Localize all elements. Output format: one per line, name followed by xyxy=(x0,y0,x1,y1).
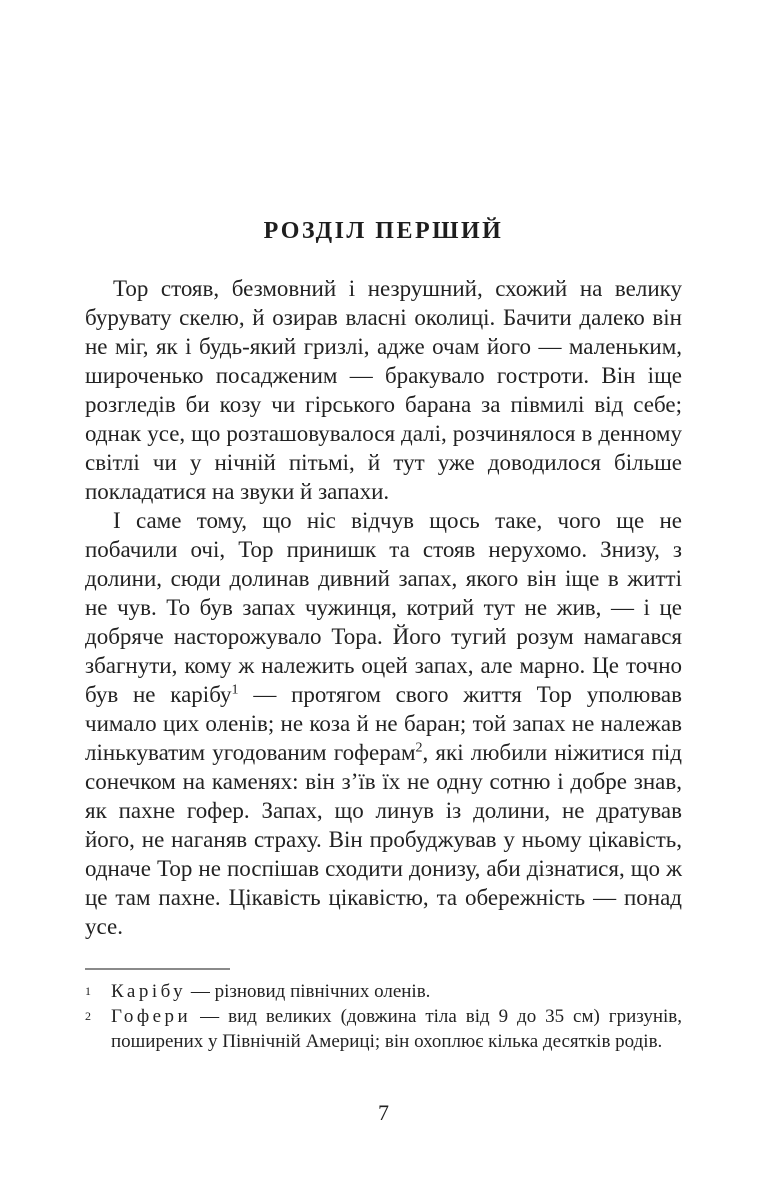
footnote-ref-1: 1 xyxy=(231,682,239,698)
paragraph-1-text: Тор стояв, безмовний і незрушний, схожий на велику бурувату скелю, й озирав власні околиці. Бачити далеко він не міг, як і будь-який гризлі, адже очам його — маленьким, широченько посадженим — бракувало гостроти. Він іще розгледів би козу чи гірського барана за півмилі від себе; однак усе, що розташовувалося далі, розчинялося в денному світлі чи у нічній пітьмі, й тут уже доводилося більше покладатися на звуки й запахи. xyxy=(85,276,682,504)
paragraph-2-text-b: — протягом свого життя Тор уполював чимало цих оленів; не коза й не баран; той запах не належав лінькуватим угодованим гоферам xyxy=(85,682,682,765)
footnote-separator xyxy=(85,968,230,970)
page-number: 7 xyxy=(378,1100,389,1125)
footnote-ref-2: 2 xyxy=(415,740,423,756)
footnote-2-body xyxy=(111,1004,682,1054)
footnote-1-term: Карібу xyxy=(111,981,187,1002)
chapter-body xyxy=(85,274,682,941)
chapter-title: РОЗДІЛ ПЕРШИЙ xyxy=(263,218,504,244)
footnote-2-marker: 2 xyxy=(85,1009,91,1023)
footnote-1-marker: 1 xyxy=(85,984,91,998)
footnote-item-1 xyxy=(85,979,682,1004)
paragraph-2 xyxy=(85,506,682,941)
footnotes-section xyxy=(85,968,682,1054)
paragraph-2-text-a: І саме тому, що ніс відчув щось таке, чого ще не побачили очі, Тор принишк та стояв нерухомо. Знизу, з долини, сюди долинав дивний запах, якого він іще в житті не чув. То був запах чужинця, котрий тут не жив, — і це добряче насторожувало Тора. Його тугий розум намагався збагнути, кому ж належить оцей запах, але марно. Це точно був не карібу xyxy=(85,508,682,707)
footnote-2-term: Гофери xyxy=(111,1006,192,1027)
paragraph-2-text-c: , які любили ніжитися під сонечком на каменях: він з’їв їх не одну сотню і добре знав, як пахне гофер. Запах, що линув із долини, не дратував його, не наганяв страху. Він пробуджував у ньому цікавість, одначе Тор не поспішав сходити донизу, аби дізнатися, що ж це там пахне. Цікавість цікавістю, та обережність — понад усе. xyxy=(85,740,682,939)
footnote-1-definition: — різновид північних оленів. xyxy=(190,981,431,1002)
page-content xyxy=(85,218,682,941)
paragraph-1 xyxy=(85,274,682,506)
footnote-2-definition: — вид великих (довжина тіла від 9 до 35 см) гризунів, поширених у Північній Америці; він охоплює кілька десятків родів. xyxy=(111,1006,683,1052)
footnote-item-2 xyxy=(85,1004,682,1054)
footnote-1-body xyxy=(111,979,682,1004)
